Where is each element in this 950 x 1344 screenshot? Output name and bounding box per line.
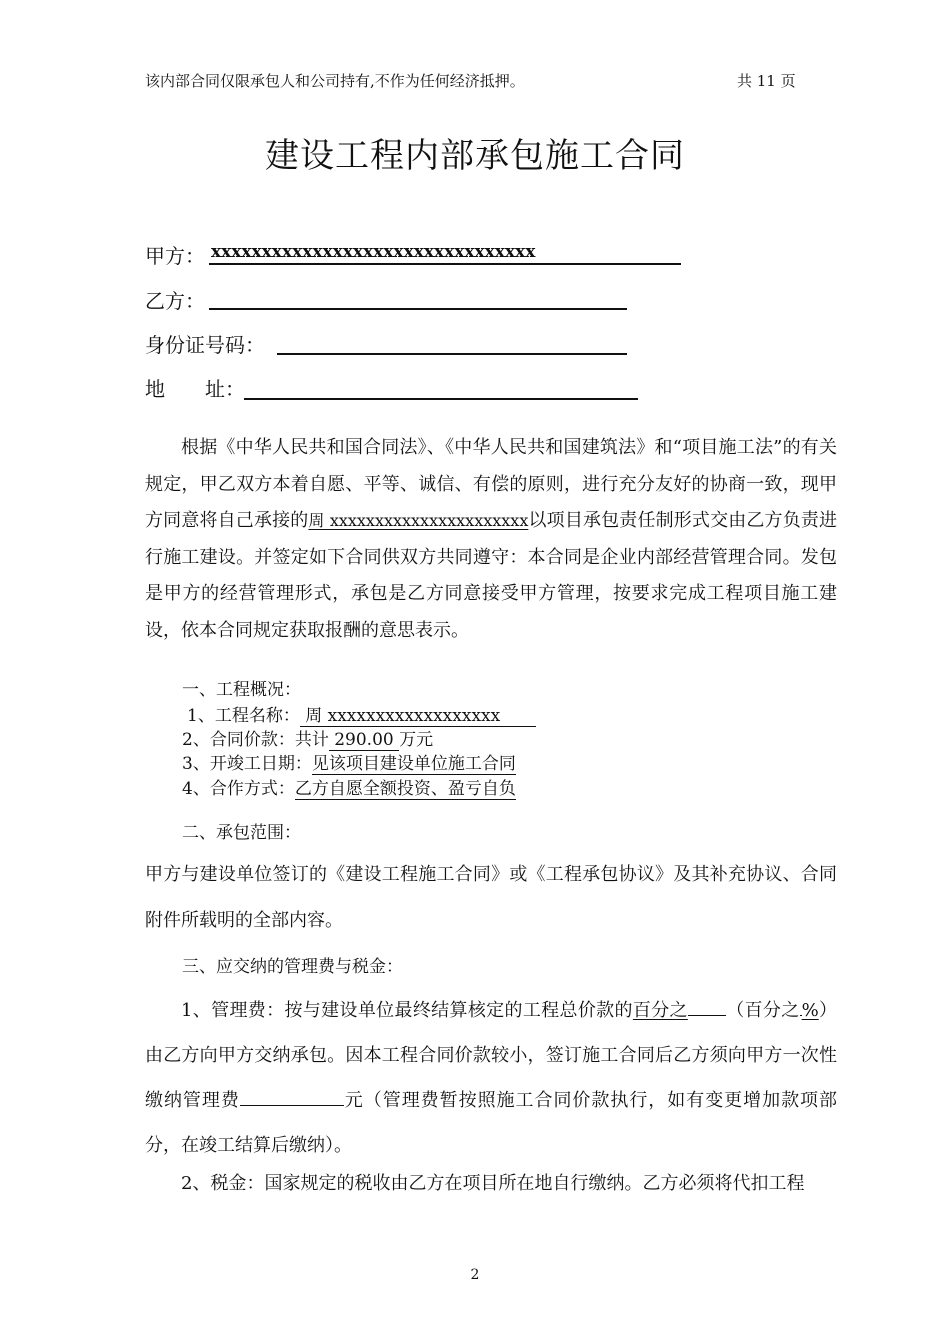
section3-heading: 三、应交纳的管理费与税金：	[182, 957, 403, 977]
fee-text-2: （百分之	[725, 1000, 800, 1021]
contract-price-value: 290.00	[328, 730, 400, 750]
contract-price-unit: 万元	[399, 730, 434, 750]
party-b-underline	[209, 308, 627, 310]
cooperation-label: 4、合作方式：	[182, 779, 295, 799]
schedule-value: 见该项目建设单位施工合同	[311, 754, 516, 774]
section2-body: 甲方与建设单位签订的《建设工程施工合同》或《工程承包协议》及其补充协议、合同附件所载明的全部内容。	[145, 864, 837, 931]
header-notice: 该内部合同仅限承包人和公司持有,不作为任何经济抵押。	[145, 72, 525, 90]
intro-project-name: 周 xxxxxxxxxxxxxxxxxxxxxx	[308, 511, 529, 530]
address-label: 地 址：	[145, 377, 245, 401]
party-a-value: xxxxxxxxxxxxxxxxxxxxxxxxxxxxxxxx	[211, 242, 536, 262]
contract-price-label: 2、合同价款：共计	[182, 730, 329, 750]
management-fee-paragraph	[145, 988, 837, 1168]
fee-percent-sign: %	[801, 1000, 819, 1021]
address-underline	[244, 398, 638, 400]
project-name-value: 周 xxxxxxxxxxxxxxxxxx	[300, 706, 536, 727]
cooperation-value: 乙方自愿全额投资、盈亏自负	[294, 779, 516, 799]
id-number-underline	[277, 353, 627, 355]
intro-text-2: 以项目承包责任制形式交由乙方负责进行施工建设。并签定如下合同供双方共同遵守：本合同是企业内部经营管理合同。发包是甲方的经营管理形式，承包是乙方同意接受甲方管理，按要求完成工程项目施工建设，依本合同规定获取报酬的意思表示。	[145, 510, 838, 641]
contract-price-row	[182, 725, 433, 751]
project-name-row	[187, 701, 536, 727]
id-number-label: 身份证号码：	[145, 333, 265, 357]
schedule-label: 3、开竣工日期：	[182, 754, 312, 774]
intro-paragraph	[145, 430, 837, 649]
cooperation-row	[182, 774, 516, 800]
party-a-underline	[209, 263, 681, 265]
fee-text-4: 元（管理费暂按照施工合同价款执行，如有变更增加款项部分，在竣工结算后缴纳）。	[145, 1090, 838, 1156]
header-total-pages: 共 11 页	[737, 72, 796, 90]
intro-text-1: 根据《中华人民共和国合同法》、《中华人民共和国建筑法》和“项目施工法”的有关规定，甲乙双方本着自愿、平等、诚信、有偿的原则，进行充分友好的协商一致，现甲方同意将自己承接的	[145, 437, 837, 531]
party-b-label: 乙方：	[145, 289, 205, 313]
section2-heading: 二、承包范围：	[182, 823, 301, 843]
tax-paragraph: 2、税金：国家规定的税收由乙方在项目所在地自行缴纳。乙方必须将代扣工程	[181, 1173, 805, 1194]
document-title: 建设工程内部承包施工合同	[265, 136, 685, 176]
fee-amount-blank	[240, 1087, 344, 1106]
page-number: 2	[470, 1267, 480, 1283]
party-a-label: 甲方：	[145, 244, 205, 268]
fee-text-3: ）由乙方向甲方交纳承包。因本工程合同价款较小，签订施工合同后乙方须向甲方一次性缴纳管理费	[145, 1000, 838, 1111]
schedule-row	[182, 749, 516, 775]
fee-text-1: 1、管理费：按与建设单位最终结算核定的工程总价款的	[181, 1000, 633, 1021]
project-name-label: 1、工程名称：	[187, 706, 300, 726]
fee-percent-blank: 百分之	[633, 1000, 726, 1021]
section1-heading: 一、工程概况：	[182, 680, 301, 700]
